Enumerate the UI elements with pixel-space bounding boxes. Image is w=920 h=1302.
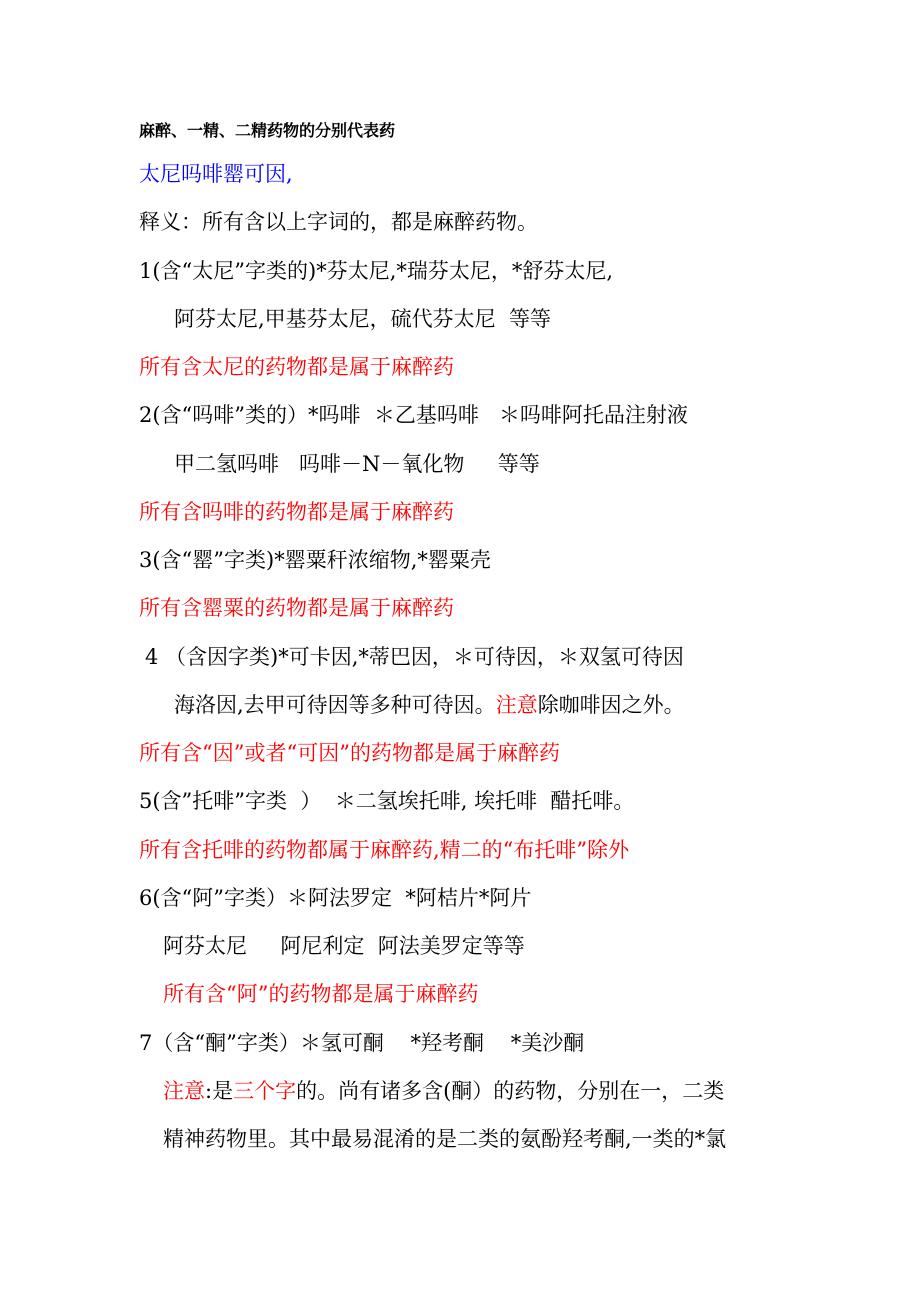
group3-line1: 3(含“罂”字类)*罂粟秆浓缩物,*罂粟壳 bbox=[139, 548, 491, 572]
group2-line2: 甲二氢吗啡 吗啡－N－氧化物 等等 bbox=[174, 452, 540, 476]
group6-line1: 6(含“阿”字类）＊阿法罗定 *阿桔片*阿片 bbox=[139, 886, 532, 910]
group7-attention: 注意 bbox=[163, 1079, 205, 1103]
group7-line2-tail: 的。尚有诸多含(酮）的药物，分别在一，二类 bbox=[296, 1079, 725, 1103]
group5-line1: 5(含”托啡”字类 ） ＊二氢埃托啡, 埃托啡 醋托啡。 bbox=[139, 789, 635, 813]
group3-note: 所有含罂粟的药物都是属于麻醉药 bbox=[139, 596, 454, 620]
group2-line1: 2(含“吗啡”类的）*吗啡 ＊乙基吗啡 ＊吗啡阿托品注射液 bbox=[139, 403, 688, 427]
group7-colon: :是 bbox=[205, 1079, 234, 1103]
group4-line2 bbox=[174, 691, 685, 719]
mnemonic-line: 太尼吗啡罂可因, bbox=[139, 162, 293, 186]
group4-line2-tail: 除咖啡因之外。 bbox=[537, 693, 685, 717]
group1-note: 所有含太尼的药物都是属于麻醉药 bbox=[139, 355, 454, 379]
group5-note: 所有含托啡的药物都属于麻醉药,精二的“布托啡”除外 bbox=[139, 838, 630, 862]
group4-note: 所有含“因”或者“可因”的药物都是属于麻醉药 bbox=[139, 741, 560, 765]
explanation-line: 释义：所有含以上字词的，都是麻醉药物。 bbox=[139, 210, 538, 234]
doc-title: 麻醉、一精、二精药物的分别代表药 bbox=[139, 121, 396, 140]
group7-three-chars: 三个字 bbox=[233, 1079, 297, 1103]
group2-note: 所有含吗啡的药物都是属于麻醉药 bbox=[139, 500, 454, 524]
group1-line1: 1(含“太尼”字类的)*芬太尼,*瑞芬太尼，*舒芬太尼, bbox=[139, 259, 614, 283]
group1-line2: 阿芬太尼,甲基芬太尼，硫代芬太尼 等等 bbox=[174, 307, 552, 331]
group6-line2: 阿芬太尼 阿尼利定 阿法美罗定等等 bbox=[163, 934, 525, 958]
group4-attention: 注意 bbox=[495, 693, 538, 717]
group7-line2 bbox=[163, 1077, 724, 1105]
group6-note: 所有含“阿”的药物都是属于麻醉药 bbox=[163, 982, 479, 1006]
group7-line1: 7（含“酮”字类）＊氢可酮 *羟考酮 *美沙酮 bbox=[139, 1031, 585, 1055]
group4-line1: 4 （含因字类)*可卡因,*蒂巴因，＊可待因，＊双氢可待因 bbox=[145, 645, 684, 669]
group4-line2-text: 海洛因,去甲可待因等多种可待因。 bbox=[174, 693, 496, 717]
group7-line3: 精神药物里。其中最易混淆的是二类的氨酚羟考酮,一类的*氯 bbox=[163, 1127, 727, 1151]
